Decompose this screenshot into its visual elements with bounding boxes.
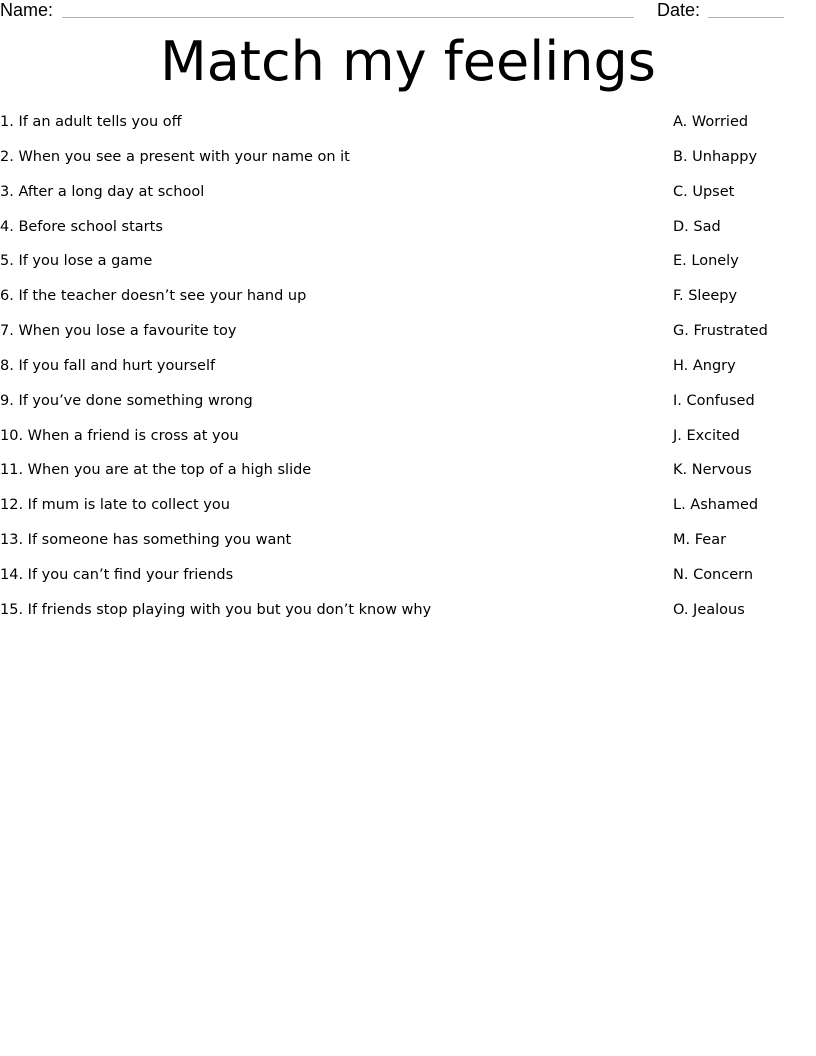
answer-item: J. Excited: [673, 427, 740, 444]
question-item: 4. Before school starts: [0, 218, 163, 235]
answer-item: M. Fear: [673, 532, 727, 549]
answer-item: O. Jealous: [673, 601, 745, 618]
answer-item: H. Angry: [673, 357, 736, 374]
question-item: 6. If the teacher doesn’t see your hand up: [0, 288, 307, 305]
worksheet-header: [0, 0, 816, 24]
question-item: 8. If you fall and hurt yourself: [0, 357, 216, 374]
answer-item: A. Worried: [673, 114, 749, 130]
answers-list: [673, 112, 816, 635]
answer-item: D. Sad: [673, 218, 721, 235]
answer-item: E. Lonely: [673, 253, 739, 270]
question-item: 9. If you’ve done something wrong: [0, 392, 253, 409]
question-item: 3. After a long day at school: [0, 183, 205, 200]
answer-item: G. Frustrated: [673, 323, 768, 340]
date-blank-line: [708, 17, 784, 18]
question-item: 12. If mum is late to collect you: [0, 497, 230, 514]
name-label: Name:: [0, 0, 54, 20]
date-label: Date:: [657, 0, 701, 20]
answer-item: C. Upset: [673, 183, 735, 200]
answer-item: N. Concern: [673, 566, 754, 583]
question-item: 14. If you can’t find your friends: [0, 566, 234, 583]
question-item: 2. When you see a present with your name on it: [0, 148, 350, 165]
question-item: 10. When a friend is cross at you: [0, 427, 239, 444]
name-blank-line: [62, 17, 634, 18]
question-item: 5. If you lose a game: [0, 253, 153, 270]
answer-item: I. Confused: [673, 392, 755, 409]
questions-list: [0, 112, 640, 635]
answer-item: F. Sleepy: [673, 288, 738, 305]
answer-item: B. Unhappy: [673, 148, 758, 165]
answer-item: L. Ashamed: [673, 497, 759, 514]
question-item: 13. If someone has something you want: [0, 532, 292, 549]
question-item: 15. If friends stop playing with you but you don’t know why: [0, 601, 432, 618]
answer-item: K. Nervous: [673, 462, 752, 479]
question-item: 1. If an adult tells you off: [0, 114, 182, 130]
question-item: 7. When you lose a favourite toy: [0, 323, 237, 340]
page-title: Match my feelings: [160, 30, 656, 93]
question-item: 11. When you are at the top of a high slide: [0, 462, 312, 479]
